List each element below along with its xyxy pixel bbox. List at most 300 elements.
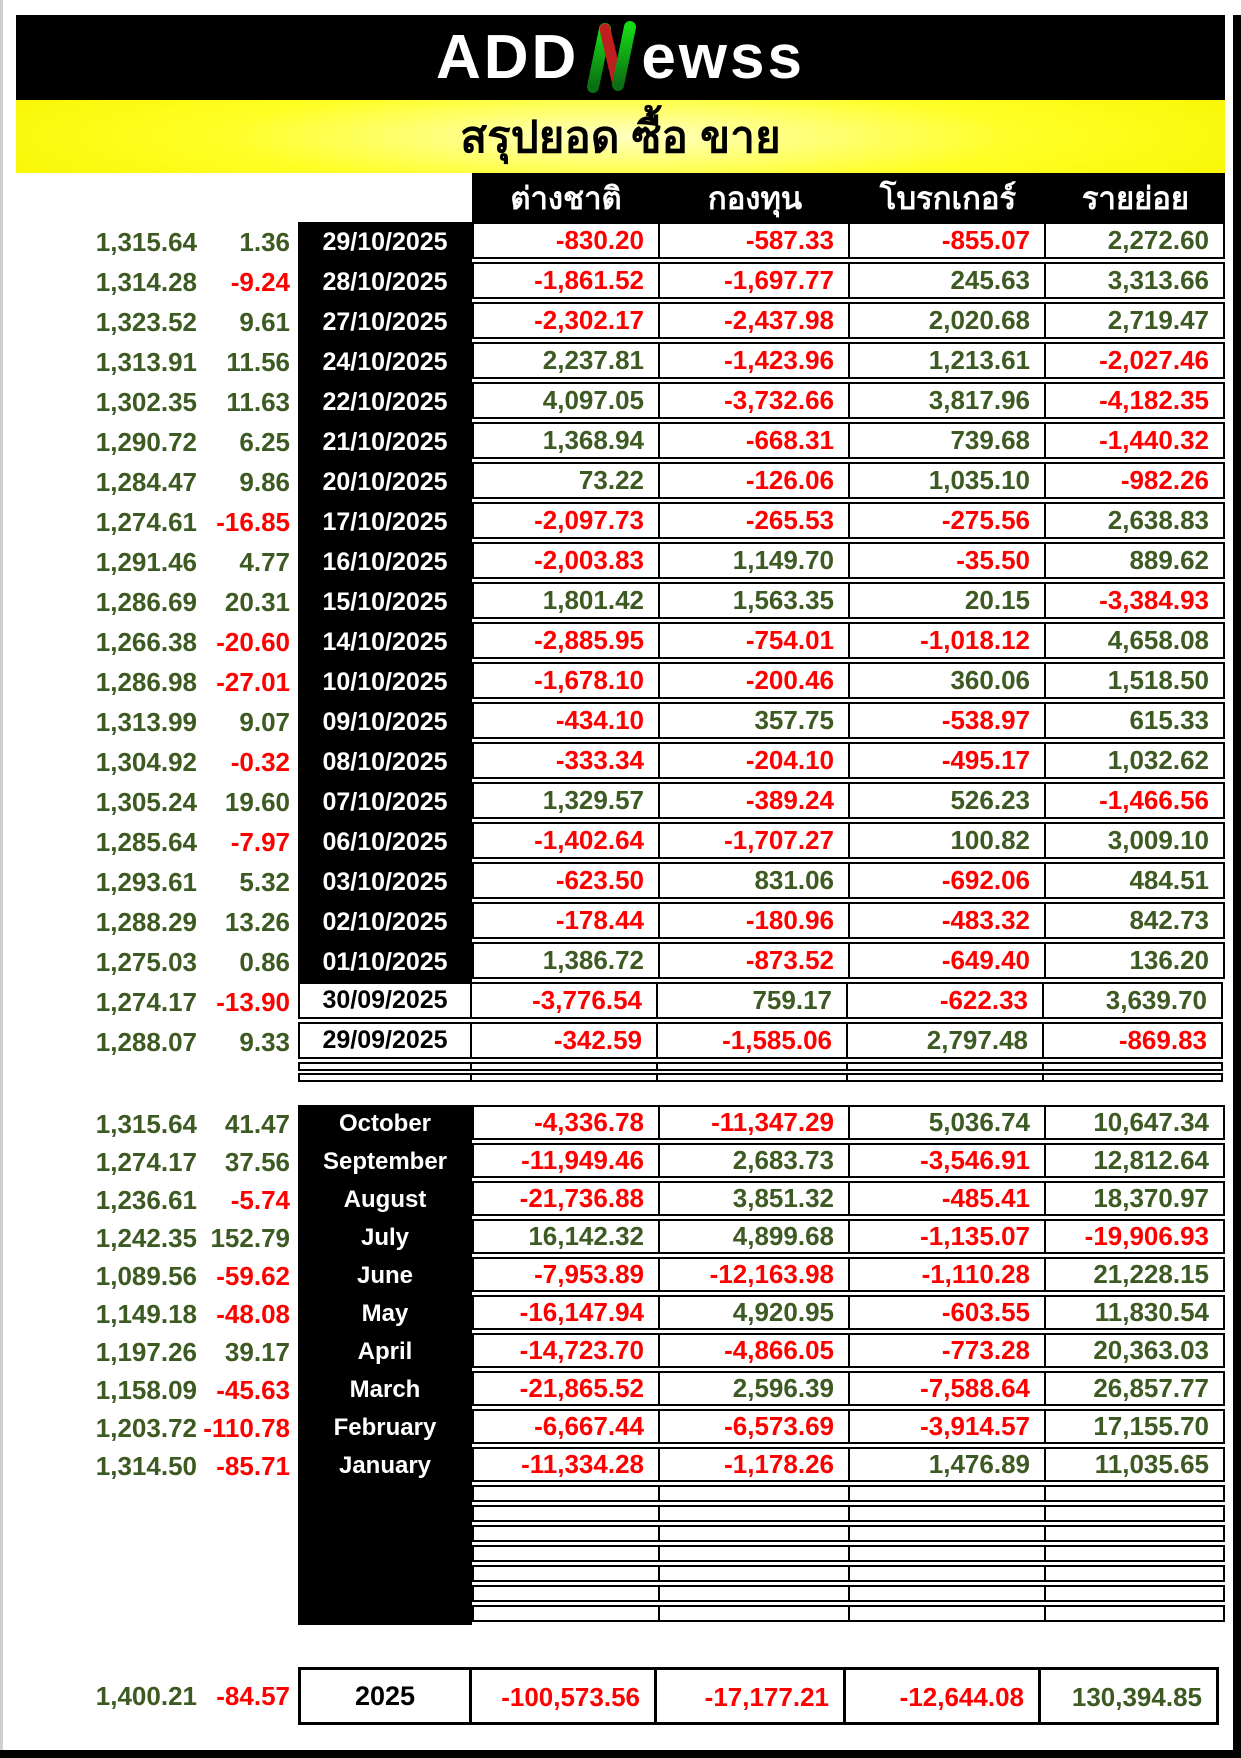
- value-cell: -7,588.64: [848, 1371, 1046, 1406]
- daily-row-18: [16, 942, 1225, 982]
- addnewss-logo: [436, 15, 805, 100]
- value-cell: 3,639.70: [1042, 982, 1223, 1019]
- value-cell: -21,736.88: [472, 1181, 660, 1216]
- value-cell: -200.46: [658, 662, 850, 699]
- date-cell: May: [298, 1295, 472, 1333]
- date-cell: 29/10/2025: [298, 222, 472, 262]
- daily-row-10: [16, 622, 1225, 662]
- value-cell: [1044, 1505, 1225, 1522]
- value-cell: -180.96: [658, 902, 850, 939]
- value-cell: [846, 1062, 1044, 1071]
- change-cell: -27.01: [216, 667, 290, 697]
- value-cell: 1,149.70: [658, 542, 850, 579]
- date-cell: October: [298, 1105, 472, 1143]
- value-cell: 360.06: [848, 662, 1046, 699]
- value-cell: 615.33: [1044, 702, 1225, 739]
- value-cell: [658, 1505, 850, 1522]
- date-cell: July: [298, 1219, 472, 1257]
- date-cell: 28/10/2025: [298, 262, 472, 302]
- value-cell: 1,213.61: [848, 342, 1046, 379]
- date-cell: [298, 1545, 472, 1565]
- value-cell: 759.17: [656, 982, 848, 1019]
- value-cell: -19,906.93: [1044, 1219, 1225, 1254]
- change-cell: 152.79: [210, 1223, 290, 1253]
- value-cell: 2,797.48: [846, 1022, 1044, 1059]
- value-cell: [472, 1545, 660, 1562]
- change-cell: -110.78: [203, 1413, 290, 1443]
- value-cell: -538.97: [848, 702, 1046, 739]
- value-cell: 18,370.97: [1044, 1181, 1225, 1216]
- change-cell: 39.17: [224, 1337, 290, 1367]
- change-cell: 9.33: [239, 1027, 290, 1057]
- value-cell: -1,423.96: [658, 342, 850, 379]
- monthly-row-6: [16, 1333, 1225, 1371]
- logo-n-icon: [581, 21, 639, 95]
- change-cell: 37.56: [224, 1147, 290, 1177]
- change-cell: 19.60: [224, 787, 290, 817]
- monthly-row-7: [16, 1371, 1225, 1409]
- value-cell: -3,384.93: [1044, 582, 1225, 619]
- index-cell: 1,149.18: [95, 1299, 197, 1329]
- value-cell: 3,851.32: [658, 1181, 850, 1216]
- value-cell: -692.06: [848, 862, 1046, 899]
- value-cell: -11,334.28: [472, 1447, 660, 1482]
- monthly-row-9: [16, 1447, 1225, 1485]
- value-cell: [472, 1565, 660, 1582]
- value-cell: [472, 1605, 660, 1622]
- index-cell: 1,288.07: [95, 1027, 197, 1057]
- daily-row-19: [16, 982, 1225, 1022]
- value-cell: 12,812.64: [1044, 1143, 1225, 1178]
- daily-row-9: [16, 582, 1225, 622]
- value-cell: -35.50: [848, 542, 1046, 579]
- yearly-total-row: [16, 1667, 1225, 1725]
- value-cell: -982.26: [1044, 462, 1225, 499]
- monthly-empty-row-2: [16, 1525, 1225, 1545]
- change-cell: 9.86: [239, 467, 290, 497]
- value-cell: -11,347.29: [658, 1105, 850, 1140]
- monthly-empty-row-0: [16, 1485, 1225, 1505]
- index-cell: 1,203.72: [95, 1413, 197, 1443]
- value-cell: -773.28: [848, 1333, 1046, 1368]
- monthly-row-3: [16, 1219, 1225, 1257]
- value-cell: 130,394.85: [1038, 1667, 1219, 1725]
- value-cell: -6,667.44: [472, 1409, 660, 1444]
- value-cell: 357.75: [658, 702, 850, 739]
- date-cell: June: [298, 1257, 472, 1295]
- date-cell: 30/09/2025: [298, 982, 472, 1019]
- value-cell: -830.20: [472, 222, 660, 259]
- index-cell: 1,305.24: [95, 787, 197, 817]
- daily-row-0: [16, 222, 1225, 262]
- value-cell: -2,437.98: [658, 302, 850, 339]
- date-cell: 17/10/2025: [298, 502, 472, 542]
- value-cell: 20,363.03: [1044, 1333, 1225, 1368]
- value-cell: [848, 1505, 1046, 1522]
- value-cell: -873.52: [658, 942, 850, 979]
- value-cell: 3,817.96: [848, 382, 1046, 419]
- value-cell: -4,182.35: [1044, 382, 1225, 419]
- value-cell: 739.68: [848, 422, 1046, 459]
- date-cell: [298, 1073, 472, 1082]
- logo-text-pre: ADD: [436, 23, 580, 92]
- value-cell: -1,402.64: [472, 822, 660, 859]
- index-cell: 1,400.21: [95, 1681, 197, 1711]
- value-cell: [848, 1545, 1046, 1562]
- index-cell: 1,284.47: [95, 467, 197, 497]
- value-cell: [848, 1585, 1046, 1602]
- value-cell: [472, 1505, 660, 1522]
- change-cell: 11.63: [226, 387, 290, 417]
- column-header-2: โบรกเกอร์: [879, 180, 1017, 216]
- date-cell: 03/10/2025: [298, 862, 472, 902]
- value-cell: [1044, 1485, 1225, 1502]
- value-cell: [848, 1485, 1046, 1502]
- value-cell: [846, 1073, 1044, 1082]
- date-cell: August: [298, 1181, 472, 1219]
- value-cell: [470, 1062, 658, 1071]
- value-cell: 484.51: [1044, 862, 1225, 899]
- daily-row-20: [16, 1022, 1225, 1062]
- index-cell: 1,286.69: [95, 587, 197, 617]
- value-cell: -342.59: [470, 1022, 658, 1059]
- value-cell: [1042, 1073, 1223, 1082]
- date-cell: 27/10/2025: [298, 302, 472, 342]
- date-cell: March: [298, 1371, 472, 1409]
- index-cell: 1,315.64: [95, 1109, 197, 1139]
- date-cell: 20/10/2025: [298, 462, 472, 502]
- value-cell: [1044, 1565, 1225, 1582]
- value-cell: [656, 1073, 848, 1082]
- value-cell: -869.83: [1042, 1022, 1223, 1059]
- value-cell: -275.56: [848, 502, 1046, 539]
- date-cell: 02/10/2025: [298, 902, 472, 942]
- date-cell: [298, 1605, 472, 1625]
- value-cell: 4,658.08: [1044, 622, 1225, 659]
- value-cell: -126.06: [658, 462, 850, 499]
- index-cell: 1,323.52: [95, 307, 197, 337]
- value-cell: -3,732.66: [658, 382, 850, 419]
- value-cell: [472, 1485, 660, 1502]
- value-cell: 2,020.68: [848, 302, 1046, 339]
- column-header-0: ต่างชาติ: [510, 180, 622, 216]
- value-cell: 1,518.50: [1044, 662, 1225, 699]
- date-cell: 09/10/2025: [298, 702, 472, 742]
- value-cell: -1,135.07: [848, 1219, 1046, 1254]
- title-banner: [16, 100, 1225, 173]
- index-cell: 1,285.64: [95, 827, 197, 857]
- value-cell: -333.34: [472, 742, 660, 779]
- logo-text-post: ewss: [641, 23, 805, 92]
- value-cell: 10,647.34: [1044, 1105, 1225, 1140]
- value-cell: -100,573.56: [469, 1667, 657, 1725]
- value-cell: [658, 1565, 850, 1582]
- index-cell: 1,293.61: [95, 867, 197, 897]
- value-cell: 526.23: [848, 782, 1046, 819]
- index-cell: 1,313.99: [95, 707, 197, 737]
- value-cell: -495.17: [848, 742, 1046, 779]
- value-cell: 245.63: [848, 262, 1046, 299]
- value-cell: 2,237.81: [472, 342, 660, 379]
- value-cell: 2,638.83: [1044, 502, 1225, 539]
- daily-row-15: [16, 822, 1225, 862]
- value-cell: 11,830.54: [1044, 1295, 1225, 1330]
- value-cell: [472, 1585, 660, 1602]
- date-cell: 01/10/2025: [298, 942, 472, 982]
- index-cell: 1,302.35: [95, 387, 197, 417]
- date-cell: [298, 1485, 472, 1505]
- index-cell: 1,089.56: [95, 1261, 197, 1291]
- value-cell: [658, 1545, 850, 1562]
- change-cell: 11.56: [226, 347, 290, 377]
- change-cell: -13.90: [216, 987, 290, 1017]
- value-cell: 73.22: [472, 462, 660, 499]
- value-cell: 4,097.05: [472, 382, 660, 419]
- value-cell: -587.33: [658, 222, 850, 259]
- date-cell: 08/10/2025: [298, 742, 472, 782]
- date-cell: 10/10/2025: [298, 662, 472, 702]
- value-cell: -485.41: [848, 1181, 1046, 1216]
- change-cell: -84.57: [216, 1681, 290, 1711]
- date-cell: 07/10/2025: [298, 782, 472, 822]
- change-cell: -5.74: [230, 1185, 290, 1215]
- monthly-empty-row-3: [16, 1545, 1225, 1565]
- date-cell: 29/09/2025: [298, 1022, 472, 1059]
- value-cell: -265.53: [658, 502, 850, 539]
- value-cell: [658, 1525, 850, 1542]
- value-cell: -1,466.56: [1044, 782, 1225, 819]
- value-cell: -17,177.21: [654, 1667, 846, 1725]
- change-cell: 20.31: [224, 587, 290, 617]
- value-cell: [658, 1605, 850, 1622]
- frame-bottom: [0, 1750, 1241, 1758]
- value-cell: [656, 1062, 848, 1071]
- value-cell: 3,313.66: [1044, 262, 1225, 299]
- value-cell: -204.10: [658, 742, 850, 779]
- value-cell: 136.20: [1044, 942, 1225, 979]
- change-cell: 5.32: [239, 867, 290, 897]
- monthly-empty-row-4: [16, 1565, 1225, 1585]
- index-cell: 1,236.61: [95, 1185, 197, 1215]
- index-cell: 1,314.28: [95, 267, 197, 297]
- value-cell: 26,857.77: [1044, 1371, 1225, 1406]
- index-cell: 1,197.26: [95, 1337, 197, 1367]
- value-cell: [848, 1605, 1046, 1622]
- value-cell: 1,801.42: [472, 582, 660, 619]
- value-cell: [470, 1073, 658, 1082]
- index-cell: 1,266.38: [95, 627, 197, 657]
- daily-row-3: [16, 342, 1225, 382]
- yearly-section: [16, 1667, 1225, 1725]
- date-cell: 15/10/2025: [298, 582, 472, 622]
- monthly-row-4: [16, 1257, 1225, 1295]
- value-cell: 1,476.89: [848, 1447, 1046, 1482]
- value-cell: 1,032.62: [1044, 742, 1225, 779]
- change-cell: 4.77: [239, 547, 290, 577]
- daily-row-14: [16, 782, 1225, 822]
- frame-right: [1233, 15, 1241, 1758]
- index-cell: 1,315.64: [95, 227, 197, 257]
- value-cell: -1,697.77: [658, 262, 850, 299]
- monthly-empty-row-5: [16, 1585, 1225, 1605]
- daily-row-13: [16, 742, 1225, 782]
- date-cell: 21/10/2025: [298, 422, 472, 462]
- change-cell: -9.24: [230, 267, 290, 297]
- date-cell: 14/10/2025: [298, 622, 472, 662]
- monthly-row-0: [16, 1105, 1225, 1143]
- value-cell: 21,228.15: [1044, 1257, 1225, 1292]
- value-cell: -3,546.91: [848, 1143, 1046, 1178]
- value-cell: 1,563.35: [658, 582, 850, 619]
- date-cell: 06/10/2025: [298, 822, 472, 862]
- column-header-3: รายย่อย: [1081, 180, 1190, 216]
- value-cell: [1042, 1062, 1223, 1071]
- value-cell: -4,336.78: [472, 1105, 660, 1140]
- value-cell: -16,147.94: [472, 1295, 660, 1330]
- index-cell: 1,286.98: [95, 667, 197, 697]
- daily-row-2: [16, 302, 1225, 342]
- index-cell: 1,158.09: [95, 1375, 197, 1405]
- change-cell: 9.61: [239, 307, 290, 337]
- value-cell: [1044, 1525, 1225, 1542]
- value-cell: -1,861.52: [472, 262, 660, 299]
- daily-row-16: [16, 862, 1225, 902]
- value-cell: 11,035.65: [1044, 1447, 1225, 1482]
- index-cell: 1,314.50: [95, 1451, 197, 1481]
- value-cell: -21,865.52: [472, 1371, 660, 1406]
- change-cell: -0.32: [230, 747, 290, 777]
- logo-bar: [16, 15, 1225, 100]
- date-cell: April: [298, 1333, 472, 1371]
- value-cell: 100.82: [848, 822, 1046, 859]
- value-cell: -483.32: [848, 902, 1046, 939]
- value-cell: [1044, 1605, 1225, 1622]
- value-cell: 17,155.70: [1044, 1409, 1225, 1444]
- date-cell: [298, 1505, 472, 1525]
- value-cell: 5,036.74: [848, 1105, 1046, 1140]
- value-cell: -2,302.17: [472, 302, 660, 339]
- value-cell: -1,440.32: [1044, 422, 1225, 459]
- date-cell: February: [298, 1409, 472, 1447]
- value-cell: 2,683.73: [658, 1143, 850, 1178]
- daily-row-6: [16, 462, 1225, 502]
- value-cell: -6,573.69: [658, 1409, 850, 1444]
- column-header-row: [472, 173, 1225, 222]
- value-cell: -1,178.26: [658, 1447, 850, 1482]
- value-cell: -14,723.70: [472, 1333, 660, 1368]
- daily-row-8: [16, 542, 1225, 582]
- daily-row-11: [16, 662, 1225, 702]
- value-cell: 1,329.57: [472, 782, 660, 819]
- index-cell: 1,290.72: [95, 427, 197, 457]
- daily-row-17: [16, 902, 1225, 942]
- date-cell: 16/10/2025: [298, 542, 472, 582]
- daily-empty-row-0: [16, 1062, 1225, 1073]
- index-cell: 1,275.03: [95, 947, 197, 977]
- value-cell: -1,707.27: [658, 822, 850, 859]
- value-cell: -434.10: [472, 702, 660, 739]
- value-cell: -389.24: [658, 782, 850, 819]
- value-cell: 2,719.47: [1044, 302, 1225, 339]
- change-cell: 6.25: [239, 427, 290, 457]
- change-cell: -45.63: [216, 1375, 290, 1405]
- value-cell: 2,596.39: [658, 1371, 850, 1406]
- value-cell: -1,018.12: [848, 622, 1046, 659]
- value-cell: -649.40: [848, 942, 1046, 979]
- page-title: สรุปยอด ซื้อ ขาย: [460, 112, 781, 162]
- daily-row-7: [16, 502, 1225, 542]
- date-cell: 2025: [298, 1667, 472, 1725]
- monthly-row-5: [16, 1295, 1225, 1333]
- value-cell: 889.62: [1044, 542, 1225, 579]
- index-cell: 1,274.61: [95, 507, 197, 537]
- index-cell: 1,274.17: [95, 1147, 197, 1177]
- monthly-empty-row-6: [16, 1605, 1225, 1625]
- value-cell: -11,949.46: [472, 1143, 660, 1178]
- change-cell: -20.60: [216, 627, 290, 657]
- value-cell: -1,585.06: [656, 1022, 848, 1059]
- change-cell: -85.71: [216, 1451, 290, 1481]
- daily-empty-row-1: [16, 1073, 1225, 1084]
- value-cell: 842.73: [1044, 902, 1225, 939]
- change-cell: -7.97: [230, 827, 290, 857]
- date-cell: [298, 1565, 472, 1585]
- daily-row-4: [16, 382, 1225, 422]
- value-cell: -2,097.73: [472, 502, 660, 539]
- monthly-row-1: [16, 1143, 1225, 1181]
- index-cell: 1,304.92: [95, 747, 197, 777]
- monthly-row-2: [16, 1181, 1225, 1219]
- value-cell: -7,953.89: [472, 1257, 660, 1292]
- change-cell: 0.86: [239, 947, 290, 977]
- value-cell: -4,866.05: [658, 1333, 850, 1368]
- value-cell: -603.55: [848, 1295, 1046, 1330]
- value-cell: -2,027.46: [1044, 342, 1225, 379]
- daily-section: [16, 222, 1225, 1084]
- value-cell: 4,920.95: [658, 1295, 850, 1330]
- value-cell: 1,386.72: [472, 942, 660, 979]
- value-cell: 4,899.68: [658, 1219, 850, 1254]
- value-cell: [658, 1485, 850, 1502]
- value-cell: [848, 1565, 1046, 1582]
- value-cell: -178.44: [472, 902, 660, 939]
- index-cell: 1,242.35: [95, 1223, 197, 1253]
- monthly-empty-row-1: [16, 1505, 1225, 1525]
- value-cell: -668.31: [658, 422, 850, 459]
- frame-left: [0, 0, 3, 1758]
- change-cell: -59.62: [216, 1261, 290, 1291]
- index-cell: 1,288.29: [95, 907, 197, 937]
- change-cell: -48.08: [216, 1299, 290, 1329]
- change-cell: 1.36: [239, 227, 290, 257]
- daily-row-5: [16, 422, 1225, 462]
- value-cell: [472, 1525, 660, 1542]
- value-cell: -622.33: [846, 982, 1044, 1019]
- date-cell: [298, 1525, 472, 1545]
- index-cell: 1,313.91: [95, 347, 197, 377]
- value-cell: 16,142.32: [472, 1219, 660, 1254]
- monthly-row-8: [16, 1409, 1225, 1447]
- value-cell: -3,914.57: [848, 1409, 1046, 1444]
- date-cell: September: [298, 1143, 472, 1181]
- index-cell: 1,274.17: [95, 987, 197, 1017]
- value-cell: -3,776.54: [470, 982, 658, 1019]
- date-cell: 22/10/2025: [298, 382, 472, 422]
- value-cell: -2,885.95: [472, 622, 660, 659]
- value-cell: 1,035.10: [848, 462, 1046, 499]
- column-header-1: กองทุน: [707, 180, 803, 216]
- value-cell: [658, 1585, 850, 1602]
